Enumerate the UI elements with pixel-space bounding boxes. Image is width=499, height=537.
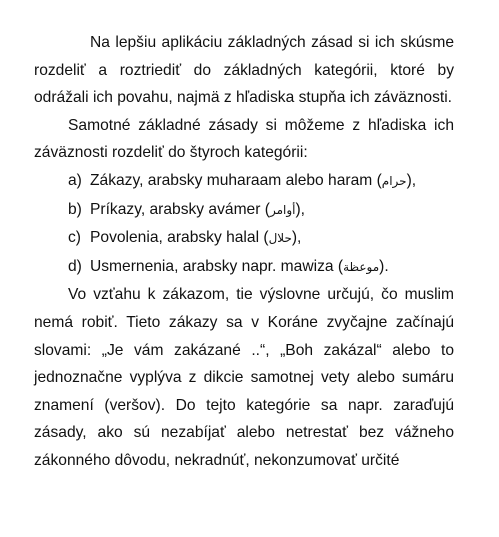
list-item-text-end: ), — [295, 200, 305, 218]
list-item — [34, 224, 454, 253]
arabic-term: حرام — [381, 173, 407, 188]
list-marker: b) — [68, 200, 82, 218]
list-item-text: Príkazy, arabsky avámer ( — [90, 200, 270, 218]
list-marker: d) — [68, 257, 82, 275]
list-item — [34, 167, 454, 196]
categories-intro-paragraph: Samotné základné zásady si môžeme z hľadiska ich záväznosti rozdeliť do štyroch kategórii: — [34, 116, 454, 162]
arabic-term: موعظة — [343, 259, 380, 274]
arabic-term: أوامر — [269, 202, 296, 217]
arabic-term: حلال — [268, 231, 292, 246]
prohibitions-paragraph: Vo vzťahu k zákazom, tie výslovne určujú, čo muslim nemá robiť. Tieto zákazy sa v Koráne zvyčajne začínajú slovami: „Je vám zakázané ..“, „Boh zakázal“ alebo to jednoznačne vyplýva z dikcie samotnej vety alebo sumáru znamení (veršov). Do tejto kategórie sa napr. zaraďujú zásady, ako sú nezabíjať alebo netrestať bez vážneho zákonného dôvodu, nekradnúť, nekonzumovať určité — [34, 286, 454, 469]
list-item — [34, 253, 454, 282]
list-item-text: Usmernenia, arabsky napr. mawiza ( — [90, 257, 344, 275]
categories-list — [34, 167, 454, 281]
document-page — [34, 29, 454, 475]
list-marker: c) — [68, 229, 81, 247]
list-marker: a) — [68, 171, 82, 189]
list-item-text: Povolenia, arabsky halal ( — [90, 229, 269, 247]
intro-paragraph: Na lepšiu aplikáciu základných zásad si ich skúsme rozdeliť a roztriediť do základných kategórii, ktoré by odrážali ich povahu, najmä z hľadiska stupňa ich záväznosti. — [34, 34, 454, 107]
list-item-text: Zákazy, arabsky muharaam alebo haram ( — [90, 171, 382, 189]
list-item-text-end: ), — [291, 229, 302, 247]
list-item-text-end: ), — [406, 171, 417, 189]
list-item-text-end: ). — [379, 257, 389, 275]
list-item — [34, 196, 454, 225]
